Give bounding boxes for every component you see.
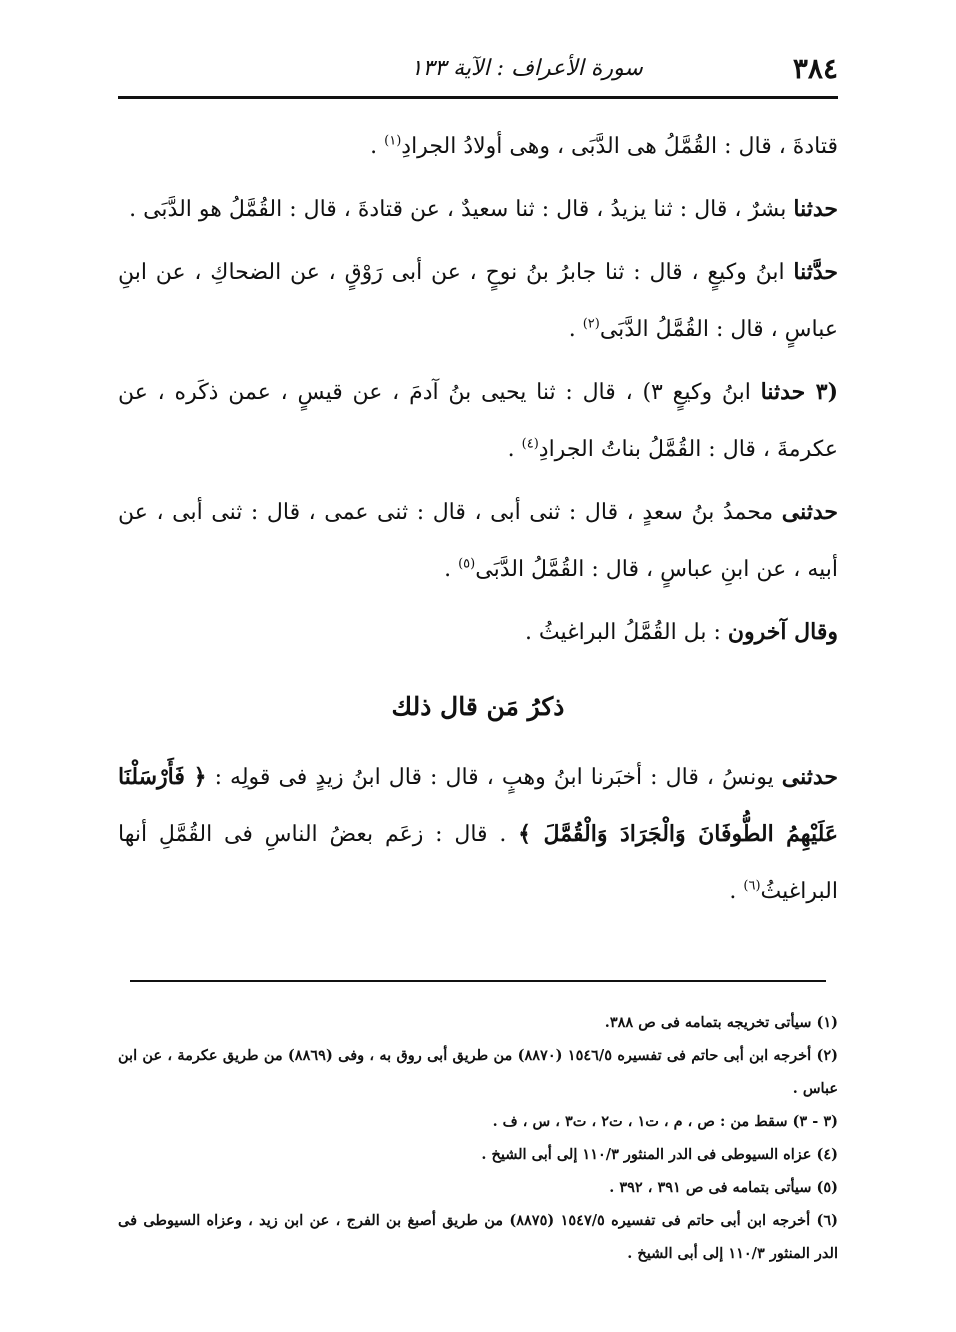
- paragraph-lead: حدَّثنا: [793, 259, 838, 285]
- footnotes: [118, 1006, 838, 1270]
- paragraph: [118, 181, 838, 238]
- paragraph-lead: وقال آخرون: [727, 619, 838, 645]
- footnote-marker: (١): [384, 133, 402, 149]
- paragraph-text: بشرٌ ، قال : ثنا يزيدُ ، قال : ثنا سعيدٌ ، عن قتادةَ ، قال : القُمَّلُ هو الدَّبَى .: [129, 197, 794, 222]
- footnote-rule: [130, 980, 826, 982]
- paragraph-text: : بل القُمَّلُ البراغيثُ .: [524, 620, 728, 645]
- paragraph-tail: .: [729, 879, 744, 904]
- footnote-marker: (٢): [582, 316, 600, 332]
- paragraph: [118, 749, 838, 920]
- paragraph-lead: حدثنى: [781, 499, 839, 525]
- paragraph-text: ابنُ وكيعٍ ٣) ، قال : ثنا يحيى بنُ آدمَ ، عن قيسٍ ، عمن ذكَره ، عن عكرمةَ ، قال : القُمَّلُ بناتُ الجرادِ: [118, 380, 838, 462]
- footnote: (٥) سيأتى بتمامه فى ص ٣٩١ ، ٣٩٢ .: [609, 1179, 838, 1196]
- paragraph-lead: حدثنا: [793, 196, 838, 222]
- footnote: (٦) أخرجه ابن أبى حاتم فى تفسيره ١٥٤٧/٥ (٨٨٧٥) من طريق أصبغ بن الفرج ، عن ابن زيد ، وعزاه السيوطى فى الدر المنثور ١١٠/٣ إلى أبى الشيخ .: [118, 1212, 838, 1262]
- footnote-marker: (٤): [521, 436, 539, 452]
- running-title: سورة الأعراف : الآية ١٣٣: [410, 55, 643, 81]
- header-rule: [118, 96, 838, 99]
- section-heading: ذكرُ مَن قال ذلك: [391, 692, 565, 721]
- footnote: (٣ - ٣) سقط من : ص ، م ، ت١ ، ت٢ ، ت٣ ، س ، ف .: [492, 1113, 838, 1130]
- paragraph-tail: .: [507, 437, 522, 462]
- paragraph: [118, 484, 838, 598]
- paragraph-lead: (٣ حدثنا: [760, 379, 838, 405]
- main-text: [118, 118, 838, 926]
- paragraph: [118, 118, 838, 175]
- paragraph: [118, 244, 838, 358]
- quran-verse: ﴿ فَأَرْسَلْنَا عَلَيْهِمُ الطُّوفَانَ وَالْجَرَادَ وَالْقُمَّلَ ﴾: [118, 764, 838, 847]
- paragraph-text: يونسُ ، قال : أخبَرنا ابنُ وهبٍ ، قال : قال ابنُ زيدٍ فى قولِه :: [206, 765, 782, 790]
- page-number: ٣٨٤: [792, 51, 838, 85]
- paragraph: [118, 364, 838, 478]
- footnote-marker: (٥): [458, 556, 476, 572]
- paragraph-text: ابنُ وكيعٍ ، قال : ثنا جابرُ بنُ نوحٍ ، عن أبى رَوْقٍ ، عن الضحاكِ ، عن ابنِ عباسٍ ، قال : القُمَّلُ الدَّبَى: [118, 260, 838, 342]
- footnote: (٢) أخرجه ابن أبى حاتم فى تفسيره ١٥٤٦/٥ (٨٨٧٠) من طريق أبى روق به ، وفى (٨٨٦٩) من طريق عكرمة ، عن ابن عباس .: [118, 1047, 838, 1097]
- paragraph-tail: .: [370, 134, 385, 159]
- page-header: [118, 44, 838, 92]
- paragraph-text: قتادةَ ، قال : القُمَّلُ هى الدَّبَى ، وهى أولادُ الجرادِ: [401, 134, 838, 159]
- paragraph-tail: .: [444, 557, 459, 582]
- paragraph-lead: حدثنى: [781, 764, 838, 790]
- paragraph: [118, 604, 838, 661]
- paragraph-text: محمدُ بنُ سعدٍ ، قال : ثنى أبى ، قال : ثنى عمى ، قال : ثنى أبى ، عن أبيه ، عن ابنِ عباسٍ ، قال : القُمَّلُ الدَّبَى: [118, 500, 838, 582]
- footnote: (١) سيأتى تخريجه بتمامه فى ص ٣٨٨.: [604, 1014, 838, 1031]
- paragraph-text: . قال : زعَم بعضُ الناسِ فى القُمَّلِ أنها البراغيثُ: [118, 822, 838, 904]
- paragraph-tail: .: [568, 317, 583, 342]
- footnote-marker: (٦): [743, 878, 761, 894]
- footnote: (٤) عزاه السيوطى فى الدر المنثور ١١٠/٣ إلى أبى الشيخ .: [481, 1146, 838, 1163]
